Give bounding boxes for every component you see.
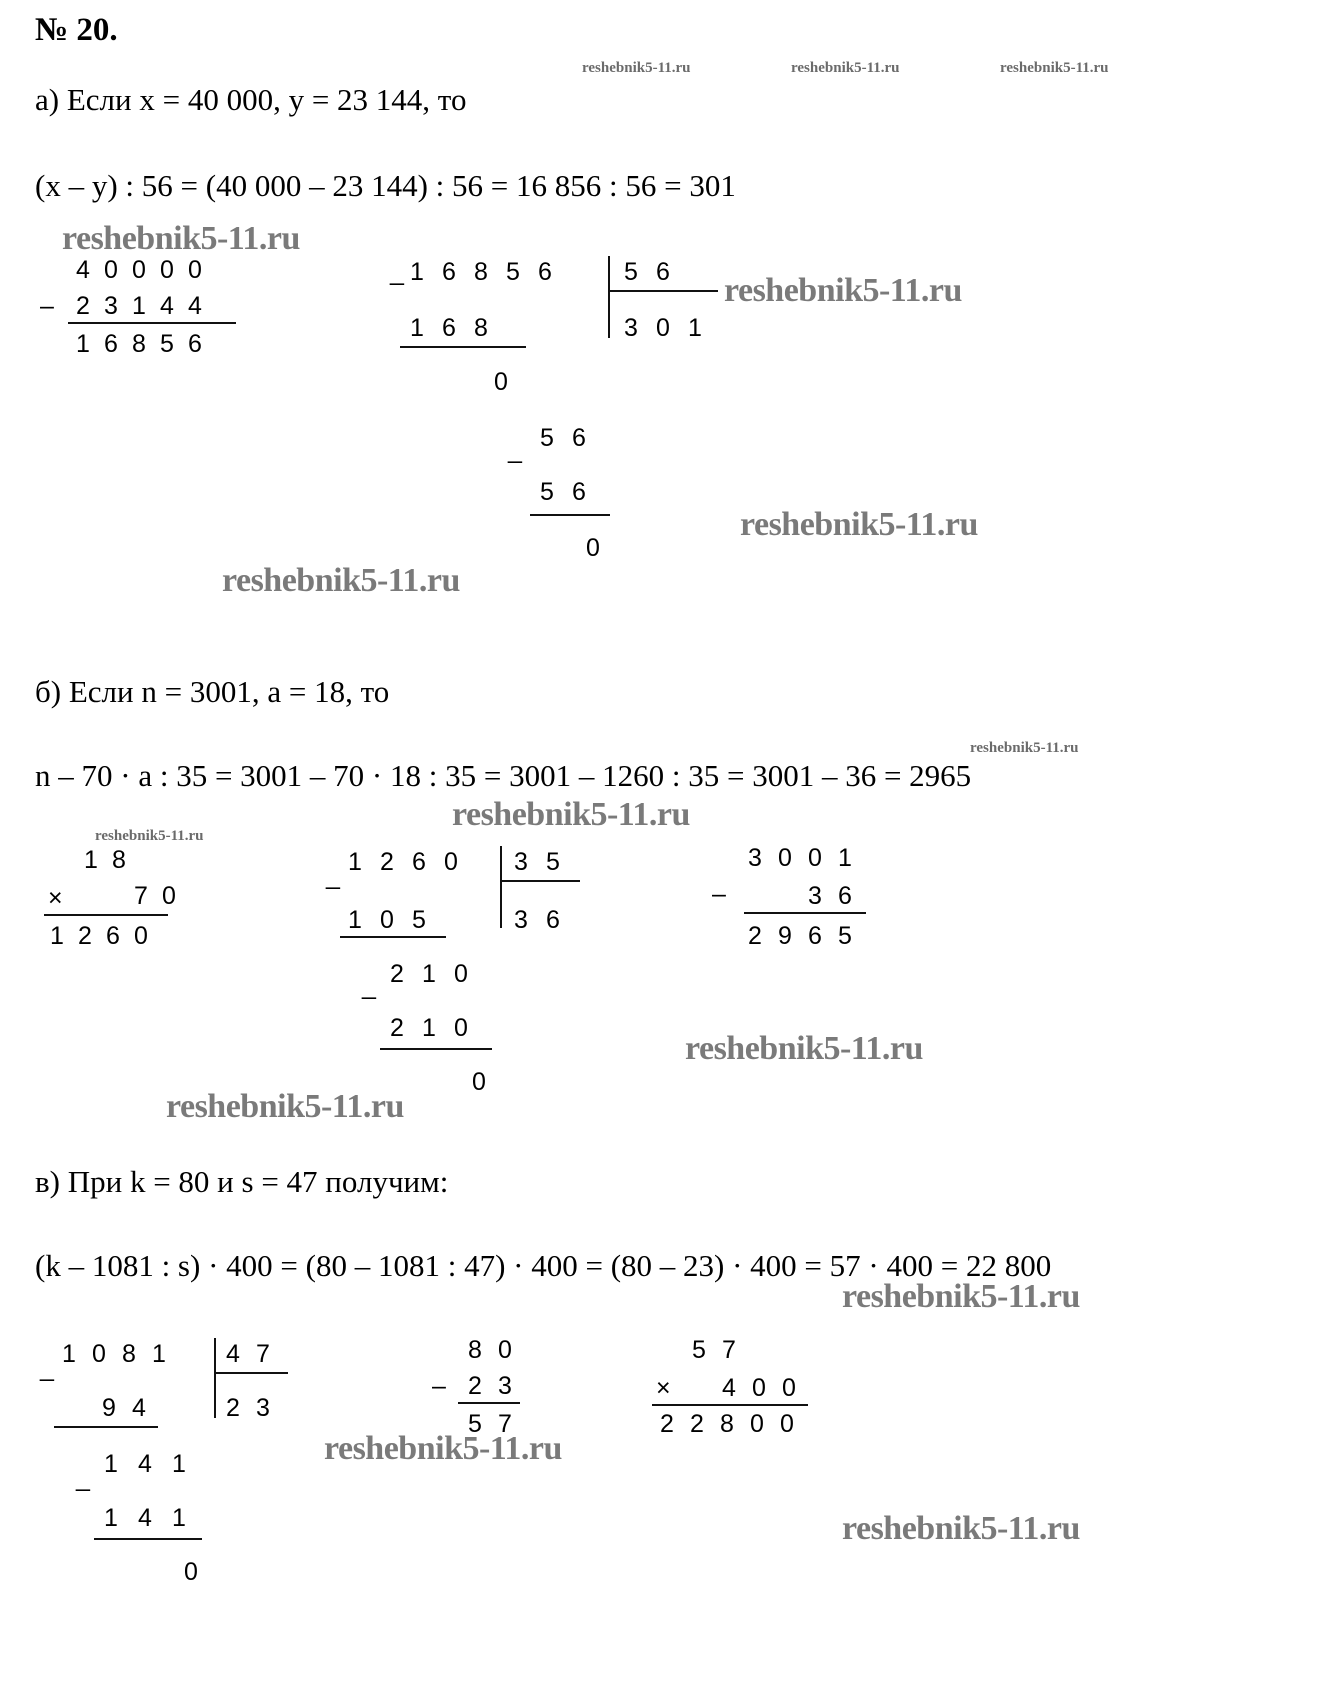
digit: 0 [134, 922, 148, 950]
watermark: reshebnik5-11.ru [970, 740, 1079, 756]
digit: 1 [84, 846, 98, 874]
digit: 2 [390, 1014, 404, 1042]
digit: 0 [162, 882, 176, 910]
division-bar [500, 880, 580, 882]
division-bar [214, 1372, 288, 1374]
digit: 7 [722, 1336, 736, 1364]
digit: 5 [624, 258, 638, 286]
minus-sign: – [432, 1372, 446, 1400]
division-bar [608, 256, 610, 338]
digit: 0 [656, 314, 670, 342]
digit: 1 [410, 314, 424, 342]
minus-sign: _ [40, 1354, 54, 1382]
digit: 1 [104, 1504, 118, 1532]
digit: 4 [132, 1394, 146, 1422]
digit: 0 [92, 1340, 106, 1368]
digit: 6 [546, 906, 560, 934]
digit: 0 [782, 1374, 796, 1402]
digit: 0 [444, 848, 458, 876]
digit: 1 [104, 1450, 118, 1478]
digit: 5 [468, 1410, 482, 1438]
watermark: reshebnik5-11.ru [62, 220, 300, 257]
watermark: reshebnik5-11.ru [842, 1278, 1080, 1315]
digit: 6 [572, 478, 586, 506]
digit: 2 [76, 292, 90, 320]
digit: 3 [104, 292, 118, 320]
watermark: reshebnik5-11.ru [95, 828, 204, 844]
underline [44, 914, 168, 916]
part-a-expression: (x – y) : 56 = (40 000 – 23 144) : 56 = 16 856 : 56 = 301 [35, 168, 736, 203]
digit: 1 [172, 1504, 186, 1532]
digit: 0 [494, 368, 508, 396]
digit: 4 [138, 1450, 152, 1478]
digit: 5 [692, 1336, 706, 1364]
digit: 2 [468, 1372, 482, 1400]
digit: 2 [226, 1394, 240, 1422]
digit: 6 [104, 330, 118, 358]
minus-sign: _ [362, 972, 376, 1000]
digit: 8 [468, 1336, 482, 1364]
digit: 4 [160, 292, 174, 320]
digit: 1 [348, 906, 362, 934]
digit: 3 [498, 1372, 512, 1400]
underline [530, 514, 610, 516]
digit: 4 [188, 292, 202, 320]
digit: 1 [132, 292, 146, 320]
watermark: reshebnik5-11.ru [1000, 60, 1109, 76]
digit: 7 [134, 882, 148, 910]
digit: 8 [474, 258, 488, 286]
digit: 6 [538, 258, 552, 286]
underline [68, 322, 236, 324]
digit: 0 [752, 1374, 766, 1402]
problem-number: № 20. [35, 12, 118, 48]
watermark: reshebnik5-11.ru [582, 60, 691, 76]
digit: 6 [412, 848, 426, 876]
digit: 2 [78, 922, 92, 950]
underline [744, 912, 866, 914]
digit: 2 [748, 922, 762, 950]
watermark: reshebnik5-11.ru [324, 1430, 562, 1467]
digit: 6 [572, 424, 586, 452]
watermark: reshebnik5-11.ru [166, 1088, 404, 1125]
digit: 6 [656, 258, 670, 286]
minus-sign: _ [390, 258, 404, 286]
digit: 0 [188, 256, 202, 284]
underline [340, 936, 446, 938]
digit: 1 [348, 848, 362, 876]
digit: 0 [472, 1068, 486, 1096]
division-bar [500, 846, 502, 928]
part-c-condition: в) При k = 80 и s = 47 получим: [35, 1164, 449, 1199]
underline [652, 1404, 808, 1406]
digit: 9 [778, 922, 792, 950]
digit: 0 [132, 256, 146, 284]
digit: 0 [184, 1558, 198, 1586]
part-c-expression: (k – 1081 : s) · 400 = (80 – 1081 : 47) · 400 = (80 – 23) · 400 = 57 · 400 = 22 800 [35, 1248, 1052, 1283]
digit: 6 [106, 922, 120, 950]
digit: 0 [160, 256, 174, 284]
watermark: reshebnik5-11.ru [842, 1510, 1080, 1547]
digit: 2 [390, 960, 404, 988]
digit: 2 [660, 1410, 674, 1438]
digit: 1 [688, 314, 702, 342]
digit: 4 [138, 1504, 152, 1532]
digit: 3 [748, 844, 762, 872]
digit: 5 [412, 906, 426, 934]
digit: 6 [188, 330, 202, 358]
digit: 0 [454, 960, 468, 988]
digit: 4 [76, 256, 90, 284]
underline [54, 1426, 158, 1428]
minus-sign: _ [76, 1464, 90, 1492]
digit: 0 [454, 1014, 468, 1042]
digit: 1 [422, 1014, 436, 1042]
times-sign: × [656, 1374, 671, 1402]
digit: 4 [226, 1340, 240, 1368]
digit: 6 [838, 882, 852, 910]
digit: 1 [152, 1340, 166, 1368]
watermark: reshebnik5-11.ru [791, 60, 900, 76]
digit: 3 [256, 1394, 270, 1422]
digit: 1 [410, 258, 424, 286]
digit: 3 [514, 906, 528, 934]
digit: 9 [102, 1394, 116, 1422]
part-a-condition: а) Если x = 40 000, y = 23 144, то [35, 82, 467, 117]
digit: 1 [422, 960, 436, 988]
digit: 5 [546, 848, 560, 876]
watermark: reshebnik5-11.ru [685, 1030, 923, 1067]
underline [400, 346, 526, 348]
digit: 7 [256, 1340, 270, 1368]
digit: 8 [474, 314, 488, 342]
part-b-condition: б) Если n = 3001, a = 18, то [35, 674, 390, 709]
digit: 7 [498, 1410, 512, 1438]
digit: 8 [112, 846, 126, 874]
underline [94, 1538, 202, 1540]
division-bar [214, 1338, 216, 1418]
part-b-expression: n – 70 · a : 35 = 3001 – 70 · 18 : 35 = 3001 – 1260 : 35 = 3001 – 36 = 2965 [35, 758, 972, 793]
digit: 6 [442, 314, 456, 342]
digit: 1 [76, 330, 90, 358]
underline [458, 1402, 520, 1404]
digit: 8 [122, 1340, 136, 1368]
digit: 0 [750, 1410, 764, 1438]
digit: 0 [104, 256, 118, 284]
digit: 3 [514, 848, 528, 876]
digit: 3 [808, 882, 822, 910]
digit: 5 [540, 478, 554, 506]
watermark: reshebnik5-11.ru [740, 506, 978, 543]
digit: 5 [540, 424, 554, 452]
digit: 0 [586, 534, 600, 562]
digit: 5 [506, 258, 520, 286]
division-bar [608, 290, 718, 292]
minus-sign: – [712, 880, 726, 908]
digit: 1 [838, 844, 852, 872]
digit: 8 [132, 330, 146, 358]
digit: 5 [160, 330, 174, 358]
digit: 1 [172, 1450, 186, 1478]
digit: 8 [720, 1410, 734, 1438]
digit: 0 [498, 1336, 512, 1364]
minus-sign: – [40, 292, 54, 320]
digit: 0 [778, 844, 792, 872]
digit: 2 [380, 848, 394, 876]
digit: 3 [624, 314, 638, 342]
digit: 0 [808, 844, 822, 872]
digit: 4 [722, 1374, 736, 1402]
digit: 1 [50, 922, 64, 950]
watermark: reshebnik5-11.ru [724, 272, 962, 309]
underline [380, 1048, 492, 1050]
digit: 5 [838, 922, 852, 950]
digit: 6 [442, 258, 456, 286]
times-sign: × [48, 884, 63, 912]
digit: 1 [62, 1340, 76, 1368]
digit: 0 [380, 906, 394, 934]
minus-sign: _ [326, 862, 340, 890]
digit: 2 [690, 1410, 704, 1438]
watermark: reshebnik5-11.ru [452, 796, 690, 833]
watermark: reshebnik5-11.ru [222, 562, 460, 599]
digit: 6 [808, 922, 822, 950]
digit: 0 [780, 1410, 794, 1438]
minus-sign: _ [508, 436, 522, 464]
